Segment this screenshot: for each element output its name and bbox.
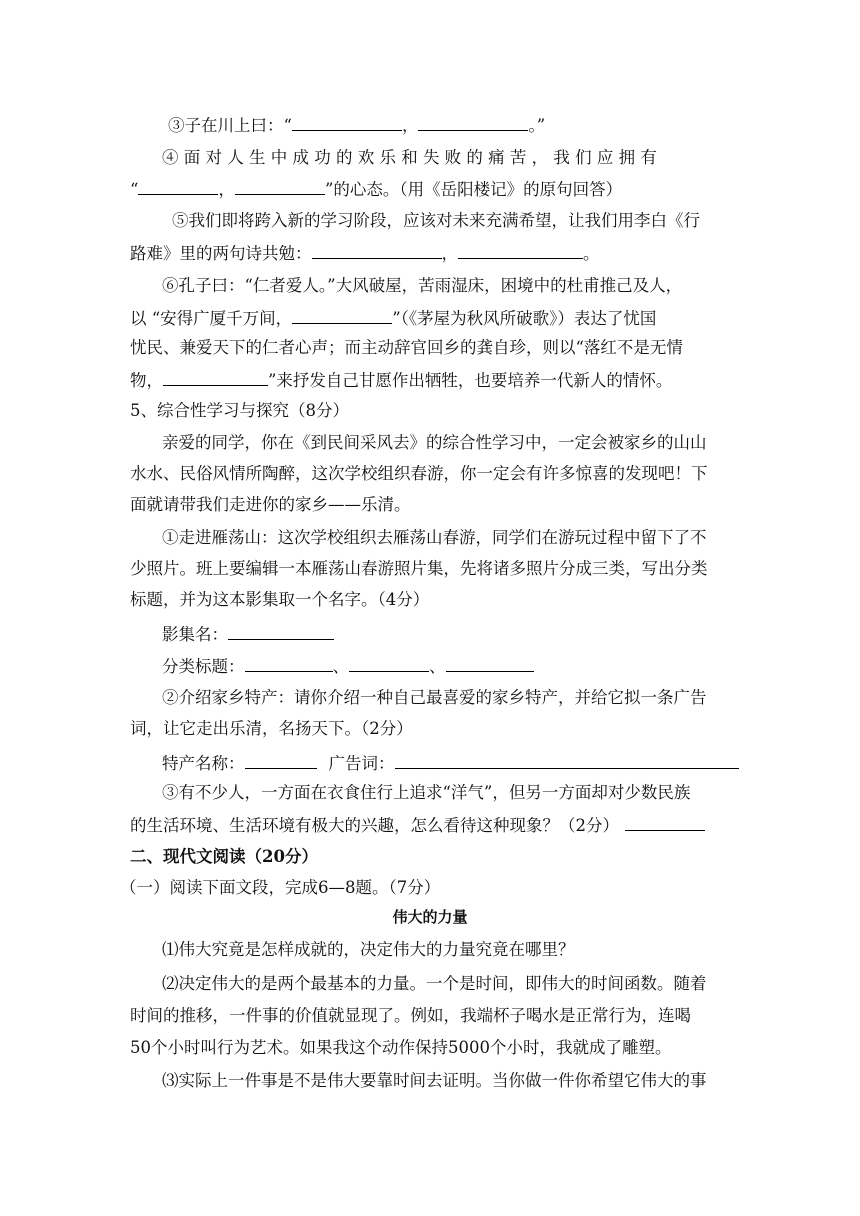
q5-item2-line: ②介绍家乡特产：请你介绍一种自己最喜爱的家乡特产，并给它拟一条广告 bbox=[162, 688, 707, 707]
text: 。 bbox=[583, 244, 600, 263]
q4-item6-line2 bbox=[130, 306, 730, 330]
product-row bbox=[162, 751, 730, 775]
answer-blank[interactable] bbox=[138, 177, 218, 195]
text: 路难》里的两句诗共勉： bbox=[130, 244, 312, 263]
q5-item3-line: ③有不少人，一方面在衣食住行上追求“洋气”，但另一方面却对少数民族 bbox=[162, 783, 691, 802]
q4-item4-line2 bbox=[130, 177, 730, 201]
text: ”的心态。（用《岳阳楼记》的原句回答） bbox=[324, 180, 623, 199]
q4-item5-line1: ⑤我们即将跨入新的学习阶段，应该对未来充满希望，让我们用李白《行 bbox=[172, 211, 700, 230]
category-blank[interactable] bbox=[245, 654, 333, 672]
album-name-label: 影集名： bbox=[162, 625, 228, 644]
q5-item2-line: 词，让它走出乐清，名扬天下。（2分） bbox=[130, 719, 413, 738]
product-label: 特产名称： bbox=[162, 754, 245, 773]
answer-blank[interactable] bbox=[458, 241, 583, 259]
answer-blank[interactable] bbox=[418, 113, 528, 131]
text: ， bbox=[218, 180, 235, 199]
answer-blank[interactable] bbox=[625, 813, 705, 831]
separator: 、 bbox=[429, 657, 446, 676]
text: ”（《茅屋为秋风所破歌》）表达了忧国 bbox=[392, 309, 657, 328]
q5-item1-line: ①走进雁荡山：这次学校组织去雁荡山春游，同学们在游玩过程中留下了不 bbox=[162, 528, 707, 547]
article-paragraph: ⑵决定伟大的是两个最基本的力量。一个是时间，即伟大的时间函数。随着 bbox=[162, 974, 707, 993]
text: 以 “安得广厦千万间， bbox=[130, 309, 293, 328]
article-paragraph: ⑴伟大究竟是怎样成就的，决定伟大的力量究竟在哪里？ bbox=[162, 940, 575, 959]
q4-item6-line3: 忧民、兼爱天下的仁者心声；而主动辞官回乡的龚自珍，则以“落红不是无情 bbox=[130, 338, 683, 357]
article-paragraph: ⑶实际上一件事是不是伟大要靠时间去证明。当你做一件你希望它伟大的事 bbox=[162, 1071, 707, 1090]
album-name-blank[interactable] bbox=[228, 622, 334, 640]
text: 。” bbox=[528, 116, 546, 135]
slogan-label: 广告词： bbox=[328, 754, 395, 773]
q5-intro-line: 面就请带我们走进你的家乡——乐清。 bbox=[130, 495, 411, 514]
text: ③子在川上曰：“ bbox=[168, 116, 292, 135]
text: 物， bbox=[130, 371, 163, 390]
section-subheading: （一）阅读下面文段，完成6—8题。（7分） bbox=[120, 878, 441, 897]
category-label: 分类标题： bbox=[162, 657, 245, 676]
text: ， bbox=[401, 116, 419, 135]
separator: 、 bbox=[332, 657, 349, 676]
category-row bbox=[162, 654, 762, 678]
text: “ bbox=[130, 180, 139, 199]
q5-intro-line: 水水、民俗风情所陶醉，这次学校组织春游，你一定会有许多惊喜的发现吧！下 bbox=[130, 464, 708, 483]
article-title: 伟大的力量 bbox=[392, 908, 468, 926]
q4-item4-line1: ④ 面 对 人 生 中 成 功 的 欢 乐 和 失 败 的 痛 苦 ， 我 们 应 拥 有 bbox=[162, 148, 657, 167]
q5-item3-line2 bbox=[130, 813, 730, 837]
album-name-row bbox=[162, 622, 762, 646]
section-heading: 二、现代文阅读（20分） bbox=[130, 847, 318, 866]
q5-item1-line: 少照片。班上要编辑一本雁荡山春游照片集，先将诸多照片分成三类，写出分类 bbox=[130, 559, 708, 578]
q5-heading: 5、综合性学习与探究（8分） bbox=[130, 401, 349, 420]
slogan-blank[interactable] bbox=[395, 751, 739, 769]
answer-blank[interactable] bbox=[235, 177, 325, 195]
article-paragraph-line: 时间的推移，一件事的价值就显现了。例如，我端杯子喝水是正常行为，连喝 bbox=[130, 1006, 691, 1025]
q5-intro-line: 亲爱的同学，你在《到民间采风去》的综合性学习中，一定会被家乡的山山 bbox=[162, 433, 707, 452]
category-blank[interactable] bbox=[349, 654, 429, 672]
q4-item5-line2 bbox=[130, 241, 730, 265]
q4-item3 bbox=[130, 113, 730, 137]
answer-blank[interactable] bbox=[312, 241, 442, 259]
answer-blank[interactable] bbox=[292, 306, 392, 324]
answer-blank[interactable] bbox=[163, 368, 268, 386]
category-blank[interactable] bbox=[446, 654, 534, 672]
q4-item6-line4 bbox=[130, 368, 730, 392]
text: ”来抒发自己甘愿作出牺牲，也要培养一代新人的情怀。 bbox=[268, 371, 673, 390]
answer-blank[interactable] bbox=[292, 113, 402, 131]
product-blank[interactable] bbox=[245, 751, 317, 769]
article-paragraph-line: 50个小时叫行为艺术。如果我这个动作保持5000个小时，我就成了雕塑。 bbox=[130, 1038, 672, 1057]
text: 的生活环境、生活环境有极大的兴趣，怎么看待这种现象？（2分） bbox=[130, 816, 619, 835]
q4-item6-line1: ⑥孔子曰：“仁者爱人。”大风破屋，苦雨湿床，困境中的杜甫推己及人， bbox=[162, 276, 683, 295]
text: ， bbox=[441, 244, 458, 263]
q5-item1-line: 标题，并为这本影集取一个名字。（4分） bbox=[130, 590, 430, 609]
